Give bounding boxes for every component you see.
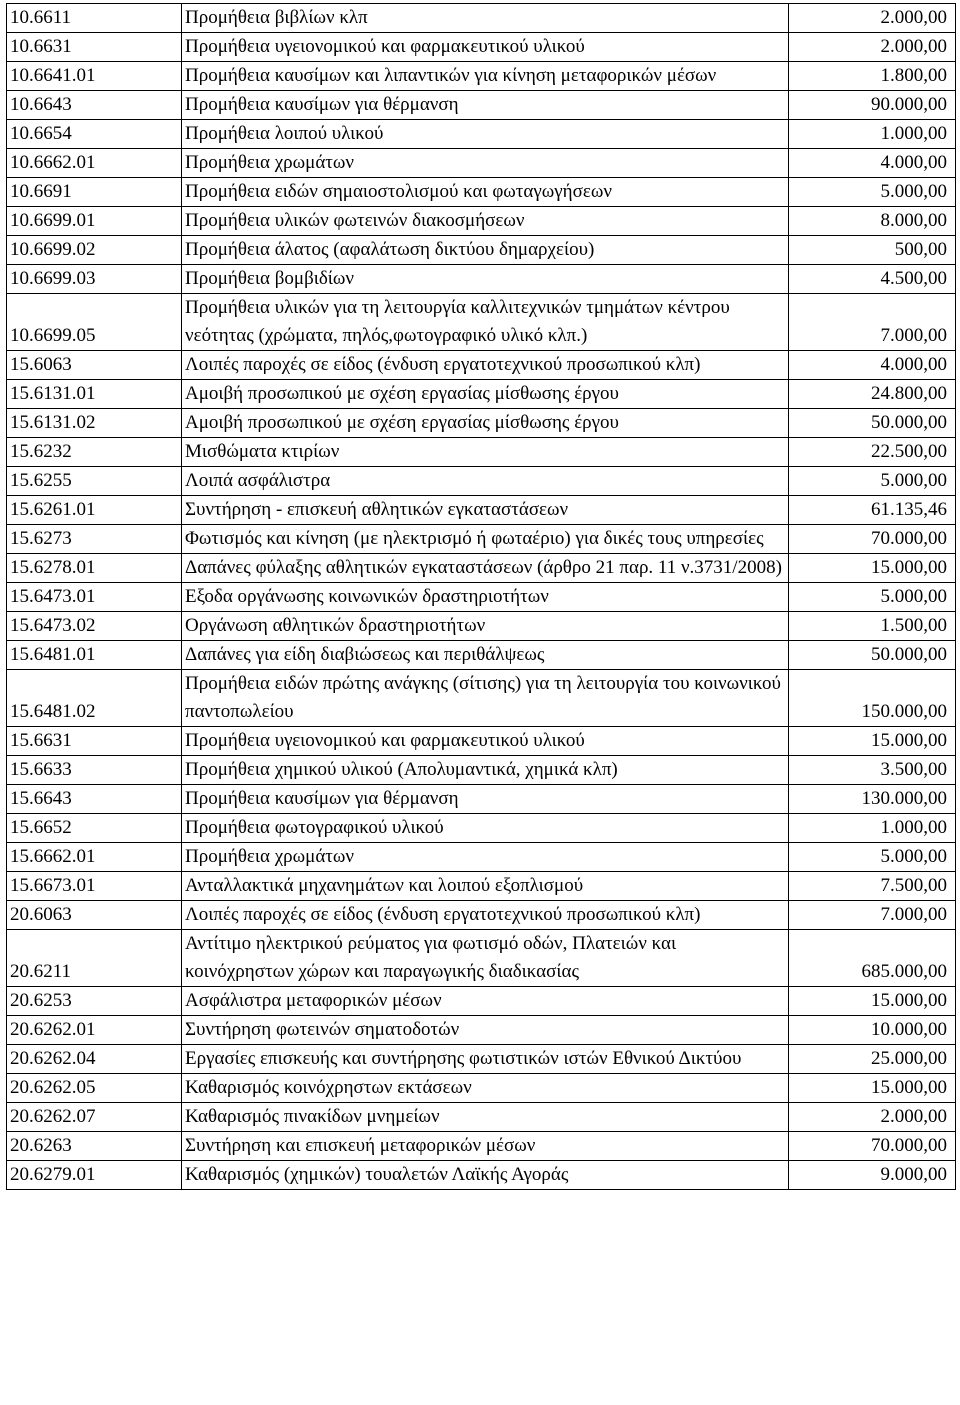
- table-row: [7, 930, 956, 987]
- amount: 70.000,00: [789, 1132, 956, 1161]
- table-row: [7, 496, 956, 525]
- amount: 1.000,00: [789, 120, 956, 149]
- amount: 5.000,00: [789, 467, 956, 496]
- amount: 1.800,00: [789, 62, 956, 91]
- account-code: 20.6279.01: [7, 1161, 182, 1190]
- account-code: 10.6699.02: [7, 236, 182, 265]
- amount: 2.000,00: [789, 33, 956, 62]
- account-code: 10.6691: [7, 178, 182, 207]
- expense-description: Καθαρισμός πινακίδων μνημείων: [182, 1103, 789, 1132]
- table-row: [7, 409, 956, 438]
- amount: 5.000,00: [789, 843, 956, 872]
- table-row: [7, 785, 956, 814]
- table-row: [7, 236, 956, 265]
- table-row: [7, 583, 956, 612]
- table-row: [7, 149, 956, 178]
- expense-description: Μισθώματα κτιρίων: [182, 438, 789, 467]
- amount: 61.135,46: [789, 496, 956, 525]
- table-row: [7, 1132, 956, 1161]
- table-row: [7, 1161, 956, 1190]
- expense-description: Δαπάνες φύλαξης αθλητικών εγκαταστάσεων (άρθρο 21 παρ. 11 ν.3731/2008): [182, 554, 789, 583]
- amount: 24.800,00: [789, 380, 956, 409]
- expense-description: Προμήθεια καυσίμων και λιπαντικών για κίνηση μεταφορικών μέσων: [182, 62, 789, 91]
- amount: 3.500,00: [789, 756, 956, 785]
- table-row: [7, 612, 956, 641]
- table-row: [7, 1016, 956, 1045]
- table-row: [7, 467, 956, 496]
- account-code: 20.6211: [7, 930, 182, 987]
- account-code: 15.6232: [7, 438, 182, 467]
- account-code: 10.6699.05: [7, 294, 182, 351]
- account-code: 15.6652: [7, 814, 182, 843]
- account-code: 15.6643: [7, 785, 182, 814]
- expense-description: Προμήθεια βομβιδίων: [182, 265, 789, 294]
- expense-description: Οργάνωση αθλητικών δραστηριοτήτων: [182, 612, 789, 641]
- expense-description: Λοιπά ασφάλιστρα: [182, 467, 789, 496]
- expense-description: Προμήθεια λοιπού υλικού: [182, 120, 789, 149]
- amount: 4.000,00: [789, 149, 956, 178]
- expense-description: Προμήθεια υλικών φωτεινών διακοσμήσεων: [182, 207, 789, 236]
- expense-description: Εργασίες επισκευής και συντήρησης φωτιστικών ιστών Εθνικού Δικτύου: [182, 1045, 789, 1074]
- account-code: 10.6699.03: [7, 265, 182, 294]
- table-row: [7, 294, 956, 351]
- amount: 15.000,00: [789, 987, 956, 1016]
- account-code: 10.6662.01: [7, 149, 182, 178]
- amount: 2.000,00: [789, 1103, 956, 1132]
- account-code: 15.6473.02: [7, 612, 182, 641]
- expense-description: Ασφάλιστρα μεταφορικών μέσων: [182, 987, 789, 1016]
- account-code: 10.6643: [7, 91, 182, 120]
- account-code: 15.6633: [7, 756, 182, 785]
- amount: 4.500,00: [789, 265, 956, 294]
- account-code: 15.6481.02: [7, 670, 182, 727]
- table-row: [7, 872, 956, 901]
- expense-description: Συντήρηση - επισκευή αθλητικών εγκαταστάσεων: [182, 496, 789, 525]
- expense-description: Λοιπές παροχές σε είδος (ένδυση εργατοτεχνικού προσωπικού κλπ): [182, 901, 789, 930]
- expense-description: Προμήθεια ειδών σημαιοστολισμού και φωταγωγήσεων: [182, 178, 789, 207]
- expense-description: Αμοιβή προσωπικού με σχέση εργασίας μίσθωσης έργου: [182, 380, 789, 409]
- account-code: 20.6263: [7, 1132, 182, 1161]
- amount: 25.000,00: [789, 1045, 956, 1074]
- account-code: 20.6253: [7, 987, 182, 1016]
- expense-description: Αντίτιμο ηλεκτρικού ρεύματος για φωτισμό οδών, Πλατειών και κοινόχρηστων χώρων και παραγωγικής διαδικασίας: [182, 930, 789, 987]
- amount: 22.500,00: [789, 438, 956, 467]
- table-row: [7, 554, 956, 583]
- amount: 5.000,00: [789, 583, 956, 612]
- expense-description: Προμήθεια χημικού υλικού (Απολυμαντικά, χημικά κλπ): [182, 756, 789, 785]
- account-code: 15.6278.01: [7, 554, 182, 583]
- table-row: [7, 670, 956, 727]
- amount: 8.000,00: [789, 207, 956, 236]
- amount: 7.000,00: [789, 901, 956, 930]
- expense-description: Καθαρισμός κοινόχρηστων εκτάσεων: [182, 1074, 789, 1103]
- account-code: 20.6063: [7, 901, 182, 930]
- account-code: 10.6631: [7, 33, 182, 62]
- table-row: [7, 901, 956, 930]
- table-row: [7, 91, 956, 120]
- amount: 1.500,00: [789, 612, 956, 641]
- account-code: 20.6262.01: [7, 1016, 182, 1045]
- amount: 50.000,00: [789, 409, 956, 438]
- account-code: 15.6481.01: [7, 641, 182, 670]
- budget-document: [6, 3, 955, 1190]
- amount: 500,00: [789, 236, 956, 265]
- account-code: 15.6261.01: [7, 496, 182, 525]
- account-code: 15.6063: [7, 351, 182, 380]
- account-code: 20.6262.07: [7, 1103, 182, 1132]
- amount: 90.000,00: [789, 91, 956, 120]
- expense-description: Προμήθεια ειδών πρώτης ανάγκης (σίτισης) για τη λειτουργία του κοινωνικού παντοπωλείου: [182, 670, 789, 727]
- table-row: [7, 351, 956, 380]
- table-row: [7, 120, 956, 149]
- expense-description: Προμήθεια καυσίμων για θέρμανση: [182, 91, 789, 120]
- expense-description: Προμήθεια βιβλίων κλπ: [182, 4, 789, 33]
- account-code: 15.6662.01: [7, 843, 182, 872]
- table-row: [7, 1103, 956, 1132]
- expense-description: Προμήθεια υγειονομικού και φαρμακευτικού υλικού: [182, 727, 789, 756]
- table-row: [7, 641, 956, 670]
- expense-description: Προμήθεια χρωμάτων: [182, 149, 789, 178]
- table-row: [7, 178, 956, 207]
- amount: 1.000,00: [789, 814, 956, 843]
- account-code: 10.6699.01: [7, 207, 182, 236]
- expense-description: Φωτισμός και κίνηση (με ηλεκτρισμό ή φωταέριο) για δικές τους υπηρεσίες: [182, 525, 789, 554]
- table-row: [7, 438, 956, 467]
- expense-description: Εξοδα οργάνωσης κοινωνικών δραστηριοτήτων: [182, 583, 789, 612]
- table-row: [7, 756, 956, 785]
- amount: 50.000,00: [789, 641, 956, 670]
- account-code: 15.6131.02: [7, 409, 182, 438]
- amount: 70.000,00: [789, 525, 956, 554]
- amount: 150.000,00: [789, 670, 956, 727]
- account-code: 15.6273: [7, 525, 182, 554]
- expense-description: Δαπάνες για είδη διαβιώσεως και περιθάλψεως: [182, 641, 789, 670]
- account-code: 15.6473.01: [7, 583, 182, 612]
- table-row: [7, 207, 956, 236]
- amount: 4.000,00: [789, 351, 956, 380]
- table-row: [7, 380, 956, 409]
- table-row: [7, 33, 956, 62]
- table-row: [7, 843, 956, 872]
- table-row: [7, 814, 956, 843]
- expense-description: Προμήθεια καυσίμων για θέρμανση: [182, 785, 789, 814]
- table-row: [7, 62, 956, 91]
- table-row: [7, 727, 956, 756]
- expense-description: Αμοιβή προσωπικού με σχέση εργασίας μίσθωσης έργου: [182, 409, 789, 438]
- table-row: [7, 265, 956, 294]
- amount: 7.500,00: [789, 872, 956, 901]
- budget-table-body: [7, 4, 956, 1190]
- amount: 15.000,00: [789, 727, 956, 756]
- table-row: [7, 4, 956, 33]
- amount: 2.000,00: [789, 4, 956, 33]
- account-code: 10.6611: [7, 4, 182, 33]
- amount: 130.000,00: [789, 785, 956, 814]
- expense-description: Προμήθεια χρωμάτων: [182, 843, 789, 872]
- account-code: 15.6131.01: [7, 380, 182, 409]
- expense-description: Καθαρισμός (χημικών) τουαλετών Λαϊκής Αγοράς: [182, 1161, 789, 1190]
- amount: 10.000,00: [789, 1016, 956, 1045]
- amount: 685.000,00: [789, 930, 956, 987]
- amount: 15.000,00: [789, 1074, 956, 1103]
- expense-description: Προμήθεια φωτογραφικού υλικού: [182, 814, 789, 843]
- amount: 9.000,00: [789, 1161, 956, 1190]
- amount: 15.000,00: [789, 554, 956, 583]
- table-row: [7, 987, 956, 1016]
- budget-table: [6, 3, 956, 1190]
- amount: 7.000,00: [789, 294, 956, 351]
- account-code: 10.6641.01: [7, 62, 182, 91]
- expense-description: Προμήθεια άλατος (αφαλάτωση δικτύου δημαρχείου): [182, 236, 789, 265]
- table-row: [7, 1045, 956, 1074]
- account-code: 20.6262.05: [7, 1074, 182, 1103]
- account-code: 15.6673.01: [7, 872, 182, 901]
- account-code: 15.6631: [7, 727, 182, 756]
- account-code: 10.6654: [7, 120, 182, 149]
- amount: 5.000,00: [789, 178, 956, 207]
- account-code: 20.6262.04: [7, 1045, 182, 1074]
- account-code: 15.6255: [7, 467, 182, 496]
- table-row: [7, 525, 956, 554]
- expense-description: Προμήθεια υγειονομικού και φαρμακευτικού υλικού: [182, 33, 789, 62]
- expense-description: Λοιπές παροχές σε είδος (ένδυση εργατοτεχνικού προσωπικού κλπ): [182, 351, 789, 380]
- expense-description: Ανταλλακτικά μηχανημάτων και λοιπού εξοπλισμού: [182, 872, 789, 901]
- expense-description: Συντήρηση και επισκευή μεταφορικών μέσων: [182, 1132, 789, 1161]
- expense-description: Προμήθεια υλικών για τη λειτουργία καλλιτεχνικών τμημάτων κέντρου νεότητας (χρώματα, πηλός,φωτογραφικό υλικό κλπ.): [182, 294, 789, 351]
- table-row: [7, 1074, 956, 1103]
- expense-description: Συντήρηση φωτεινών σηματοδοτών: [182, 1016, 789, 1045]
